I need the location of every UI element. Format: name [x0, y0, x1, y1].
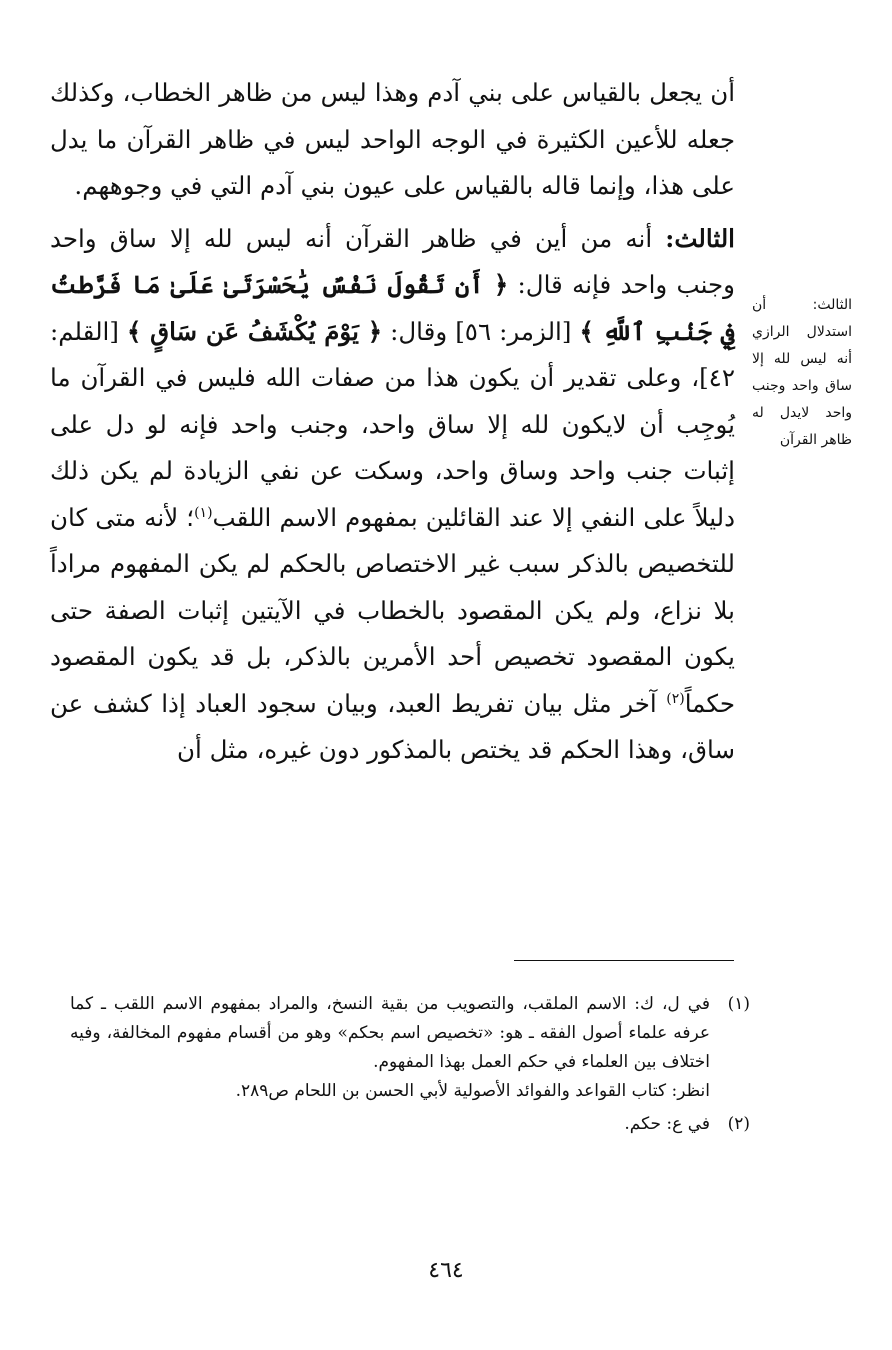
paragraph-2-text-b: [القلم: ٤٢]، وعلى تقدير أن يكون هذا من صفات الله فليس في القرآن ما يُوجِب أن لايكون لله إلا ساق واحد، وجنب واحد فإنه لو دل على إثبات جنب واحد وساق واحد، وسكت عن نفي الزيادة لم يكن ذلك دليلاً على النفي إلا عند القائلين بمفهوم الاسم اللقب — [50, 316, 736, 532]
main-text — [50, 70, 735, 774]
footnote-body — [70, 990, 710, 1106]
footnotes — [70, 990, 750, 1139]
footnote-number: (٢) — [727, 1114, 750, 1134]
paragraph-2-text-d: آخر مثل بيان تفريط العبد، وبيان سجود العباد إذا كشف عن ساق، وهذا الحكم قد يختص بالمذكور دون غيره، مثل أن — [50, 688, 735, 764]
margin-note: الثالث: أن استدلال الرازي أنه ليس لله إلا ساق واحد وجنب واحد لايدل له ظاهر القرآن — [752, 297, 852, 448]
quran-verse-2: ﴿ يَوْمَ يُكْشَفُ عَن سَاقٍ ﴾ — [126, 316, 383, 346]
footnote-line: انظر: كتاب القواعد والفوائد الأصولية لأبي الحسن بن اللحام ص٢٨٩. — [235, 1081, 710, 1101]
footnote-2 — [70, 1110, 750, 1139]
paragraph-1: أن يجعل بالقياس على بني آدم وهذا ليس من ظاهر الخطاب، وكذلك جعله للأعين الكثيرة في الوجه الواحد ليس في ظاهر القرآن ما يدل على هذا، وإنما قاله بالقياس على عيون بني آدم التي في وجوههم. — [50, 78, 735, 200]
footnote-divider — [514, 960, 734, 961]
footnote-body — [70, 1110, 710, 1139]
footnote-marker-1[interactable]: (١) — [194, 504, 213, 521]
footnote-line: في ع: حكم. — [624, 1114, 710, 1134]
paragraph-2-text-c: ؛ لأنه متى كان للتخصيص بالذكر سبب غير الاختصاص بالحكم لم يكن المفهوم مراداً بلا نزاع، ولم يكن المقصود بالخطاب في الآيتين إثبات الصفة حتى يكون المقصود تخصيص أحد الأمرين بالذكر، بل قد يكون المقصود حكماً — [50, 502, 735, 718]
footnote-line: في ل، ك: الاسم الملقب، والتصويب من بقية النسخ، والمراد بمفهوم الاسم اللقب ـ كما عرفه علماء أصول الفقه ـ هو: «تخصيص اسم بحكم» وهو من أقسام مفهوم المخالفة، وفيه اختلاف بين العلماء في حكم العمل بهذا المفهوم. — [70, 994, 710, 1072]
page-number: ٤٦٤ — [428, 1258, 464, 1283]
footnote-number: (١) — [727, 994, 750, 1014]
quran-verse-1: ﴿ أَن تَقُولَ نَفْسٌ يَٰحَسْرَتَىٰ عَلَىٰ مَا فَرَّطتُ فِي جَنۢبِ ٱللَّهِ ﴾ — [50, 270, 736, 346]
verse-reference-1: [الزمر: ٥٦] وقال: — [382, 316, 580, 346]
footnote-1 — [70, 990, 750, 1106]
footnote-marker-2[interactable]: (٢) — [666, 690, 685, 707]
section-lead: الثالث: — [665, 223, 735, 253]
paragraph-2-text-a: أنه من أين في ظاهر القرآن أنه ليس لله إلا ساق واحد وجنب واحد فإنه قال: — [50, 223, 735, 299]
paragraph-2 — [50, 216, 735, 774]
